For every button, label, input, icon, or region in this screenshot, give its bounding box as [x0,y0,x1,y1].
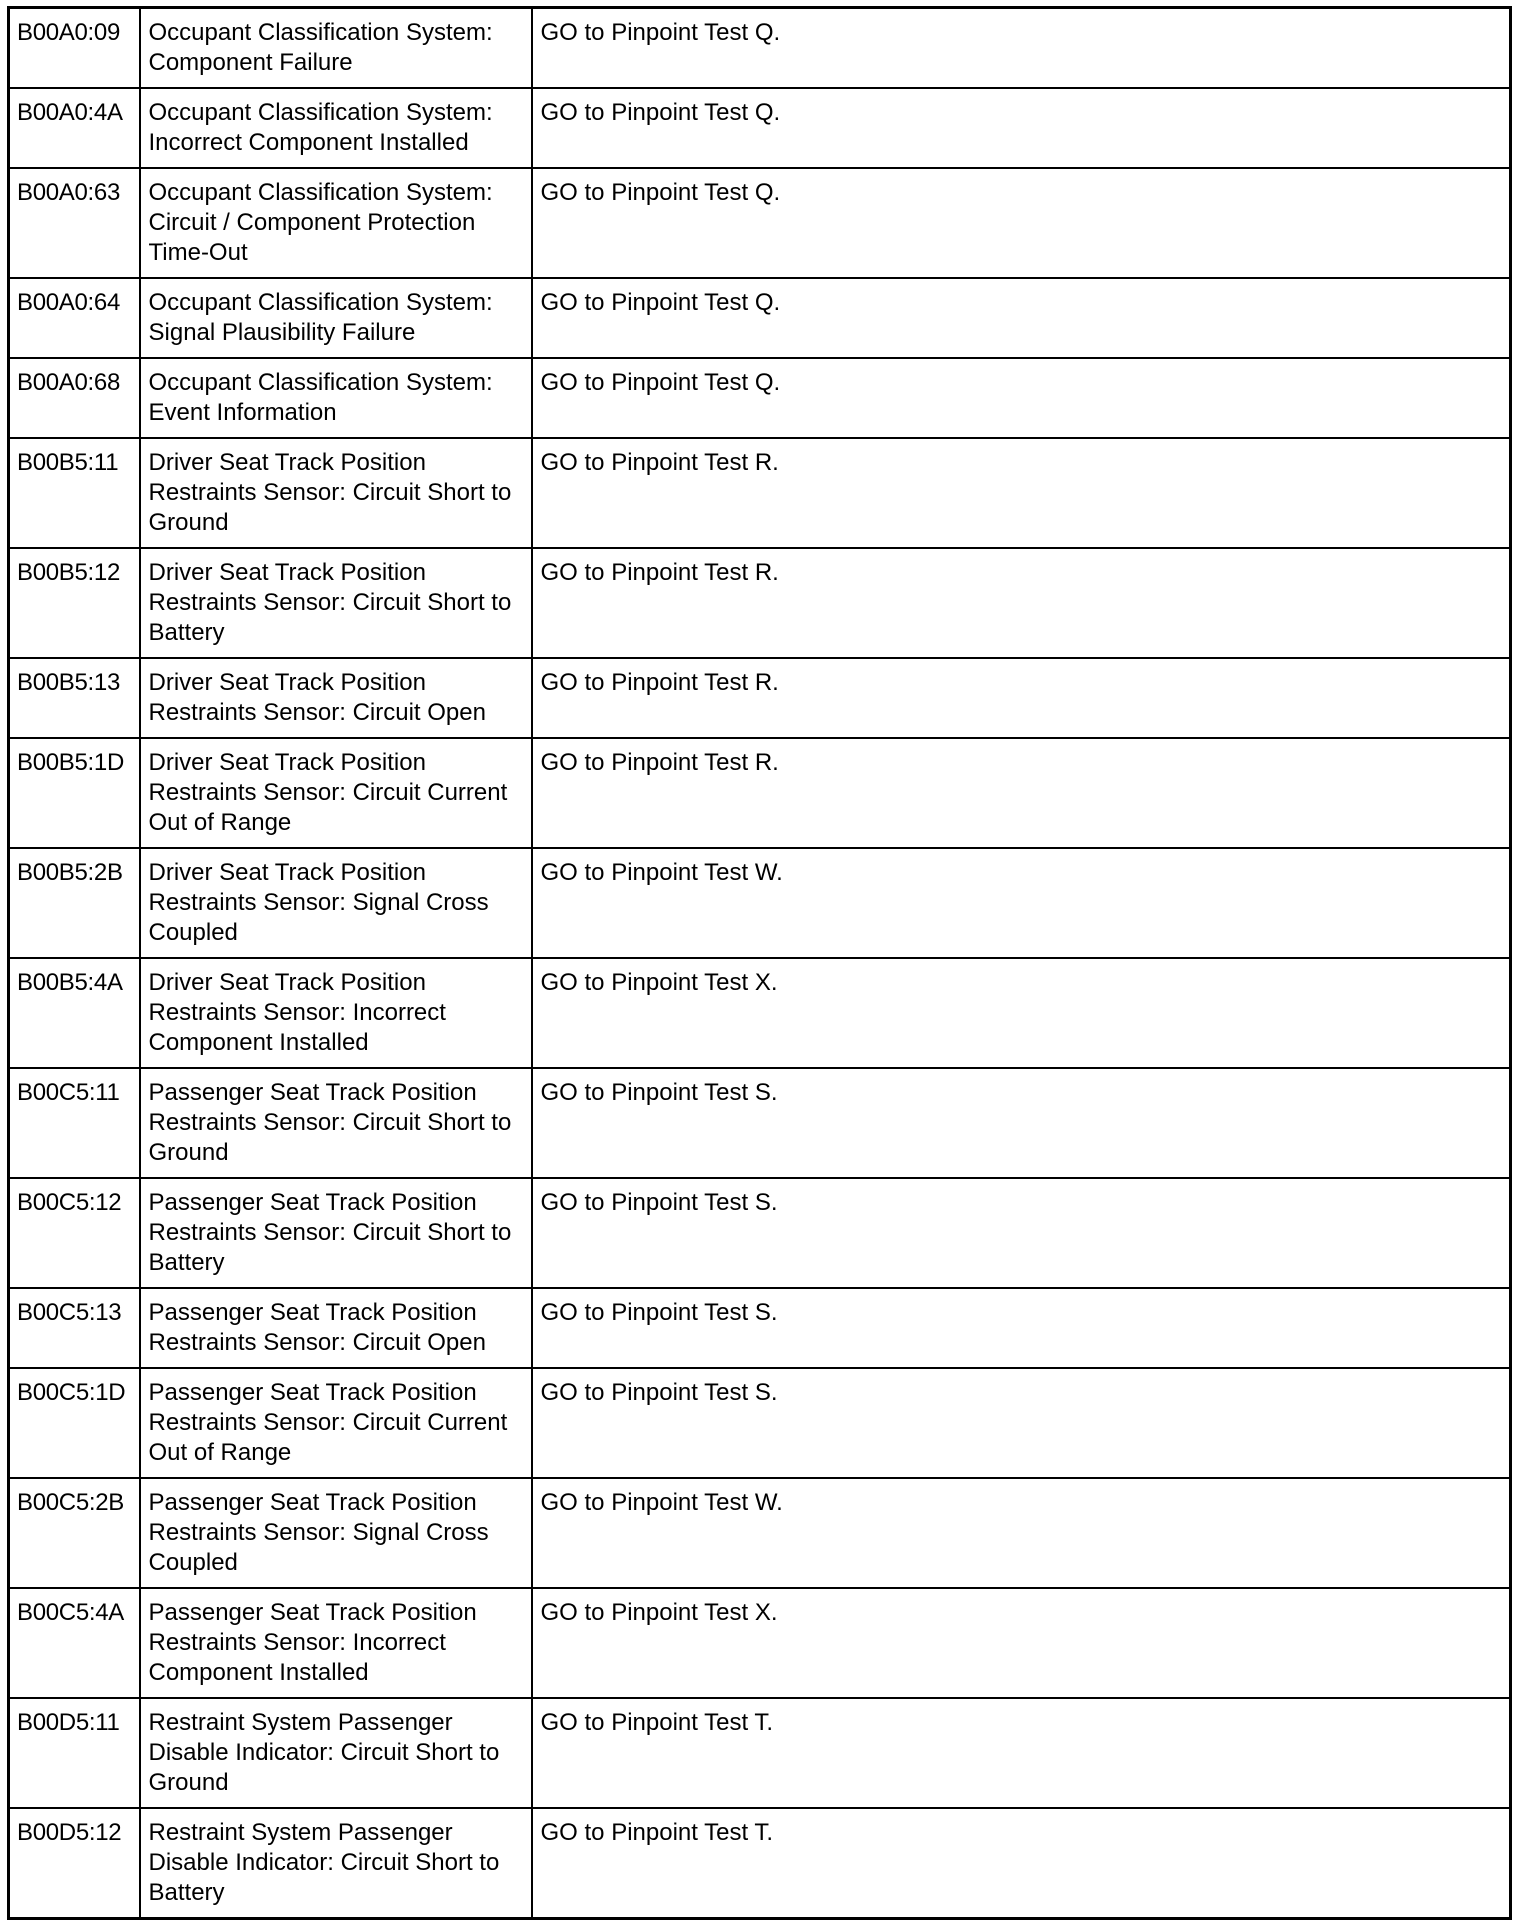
table-row [9,1178,1511,1288]
table-row [9,548,1511,658]
dtc-code-cell: B00B5:13 [9,658,140,738]
dtc-description-cell: Occupant Classification System: Event Information [140,358,532,438]
table-row [9,738,1511,848]
dtc-description-cell: Passenger Seat Track Position Restraints Sensor: Incorrect Component Installed [140,1588,532,1698]
table-row [9,168,1511,278]
dtc-code-cell: B00A0:4A [9,88,140,168]
dtc-code-cell: B00C5:11 [9,1068,140,1178]
dtc-code-cell: B00A0:68 [9,358,140,438]
dtc-description-cell: Restraint System Passenger Disable Indicator: Circuit Short to Ground [140,1698,532,1808]
table-row [9,278,1511,358]
table-row [9,88,1511,168]
dtc-action-cell: GO to Pinpoint Test T. [532,1808,1511,1919]
dtc-description-cell: Passenger Seat Track Position Restraints Sensor: Circuit Open [140,1288,532,1368]
dtc-action-cell: GO to Pinpoint Test R. [532,548,1511,658]
dtc-code-cell: B00C5:12 [9,1178,140,1288]
dtc-description-cell: Occupant Classification System: Signal Plausibility Failure [140,278,532,358]
table-row [9,1588,1511,1698]
dtc-action-cell: GO to Pinpoint Test T. [532,1698,1511,1808]
dtc-code-cell: B00C5:4A [9,1588,140,1698]
dtc-code-cell: B00A0:09 [9,8,140,89]
dtc-description-cell: Occupant Classification System: Incorrect Component Installed [140,88,532,168]
dtc-description-cell: Driver Seat Track Position Restraints Sensor: Circuit Current Out of Range [140,738,532,848]
dtc-action-cell: GO to Pinpoint Test R. [532,438,1511,548]
dtc-description-cell: Driver Seat Track Position Restraints Sensor: Incorrect Component Installed [140,958,532,1068]
dtc-description-cell: Passenger Seat Track Position Restraints Sensor: Circuit Short to Ground [140,1068,532,1178]
dtc-code-cell: B00B5:11 [9,438,140,548]
dtc-action-cell: GO to Pinpoint Test S. [532,1178,1511,1288]
table-row [9,1288,1511,1368]
dtc-action-cell: GO to Pinpoint Test W. [532,1478,1511,1588]
table-row [9,358,1511,438]
dtc-description-cell: Driver Seat Track Position Restraints Sensor: Signal Cross Coupled [140,848,532,958]
dtc-code-cell: B00D5:12 [9,1808,140,1919]
dtc-action-cell: GO to Pinpoint Test S. [532,1288,1511,1368]
dtc-action-cell: GO to Pinpoint Test R. [532,738,1511,848]
dtc-code-cell: B00B5:2B [9,848,140,958]
dtc-action-cell: GO to Pinpoint Test X. [532,958,1511,1068]
dtc-action-cell: GO to Pinpoint Test X. [532,1588,1511,1698]
dtc-action-cell: GO to Pinpoint Test S. [532,1068,1511,1178]
dtc-table [7,6,1512,1920]
dtc-action-cell: GO to Pinpoint Test Q. [532,8,1511,89]
table-row [9,1808,1511,1919]
table-row [9,1068,1511,1178]
dtc-action-cell: GO to Pinpoint Test Q. [532,168,1511,278]
dtc-code-cell: B00A0:64 [9,278,140,358]
dtc-code-cell: B00A0:63 [9,168,140,278]
dtc-action-cell: GO to Pinpoint Test Q. [532,278,1511,358]
dtc-action-cell: GO to Pinpoint Test Q. [532,358,1511,438]
dtc-action-cell: GO to Pinpoint Test S. [532,1368,1511,1478]
dtc-code-cell: B00C5:2B [9,1478,140,1588]
dtc-code-cell: B00B5:4A [9,958,140,1068]
dtc-description-cell: Driver Seat Track Position Restraints Sensor: Circuit Short to Ground [140,438,532,548]
table-row [9,8,1511,89]
table-row [9,1478,1511,1588]
table-row [9,658,1511,738]
table-row [9,958,1511,1068]
table-row [9,848,1511,958]
dtc-code-cell: B00D5:11 [9,1698,140,1808]
dtc-description-cell: Passenger Seat Track Position Restraints Sensor: Circuit Current Out of Range [140,1368,532,1478]
table-row [9,1698,1511,1808]
dtc-code-cell: B00C5:13 [9,1288,140,1368]
dtc-code-cell: B00B5:12 [9,548,140,658]
table-row [9,1368,1511,1478]
dtc-description-cell: Occupant Classification System: Component Failure [140,8,532,89]
dtc-description-cell: Restraint System Passenger Disable Indicator: Circuit Short to Battery [140,1808,532,1919]
dtc-code-cell: B00B5:1D [9,738,140,848]
dtc-table-body [9,8,1511,1919]
dtc-description-cell: Driver Seat Track Position Restraints Sensor: Circuit Open [140,658,532,738]
dtc-description-cell: Passenger Seat Track Position Restraints Sensor: Circuit Short to Battery [140,1178,532,1288]
dtc-action-cell: GO to Pinpoint Test W. [532,848,1511,958]
dtc-action-cell: GO to Pinpoint Test R. [532,658,1511,738]
table-row [9,438,1511,548]
dtc-action-cell: GO to Pinpoint Test Q. [532,88,1511,168]
dtc-code-cell: B00C5:1D [9,1368,140,1478]
dtc-description-cell: Passenger Seat Track Position Restraints Sensor: Signal Cross Coupled [140,1478,532,1588]
dtc-description-cell: Occupant Classification System: Circuit / Component Protection Time-Out [140,168,532,278]
dtc-description-cell: Driver Seat Track Position Restraints Sensor: Circuit Short to Battery [140,548,532,658]
